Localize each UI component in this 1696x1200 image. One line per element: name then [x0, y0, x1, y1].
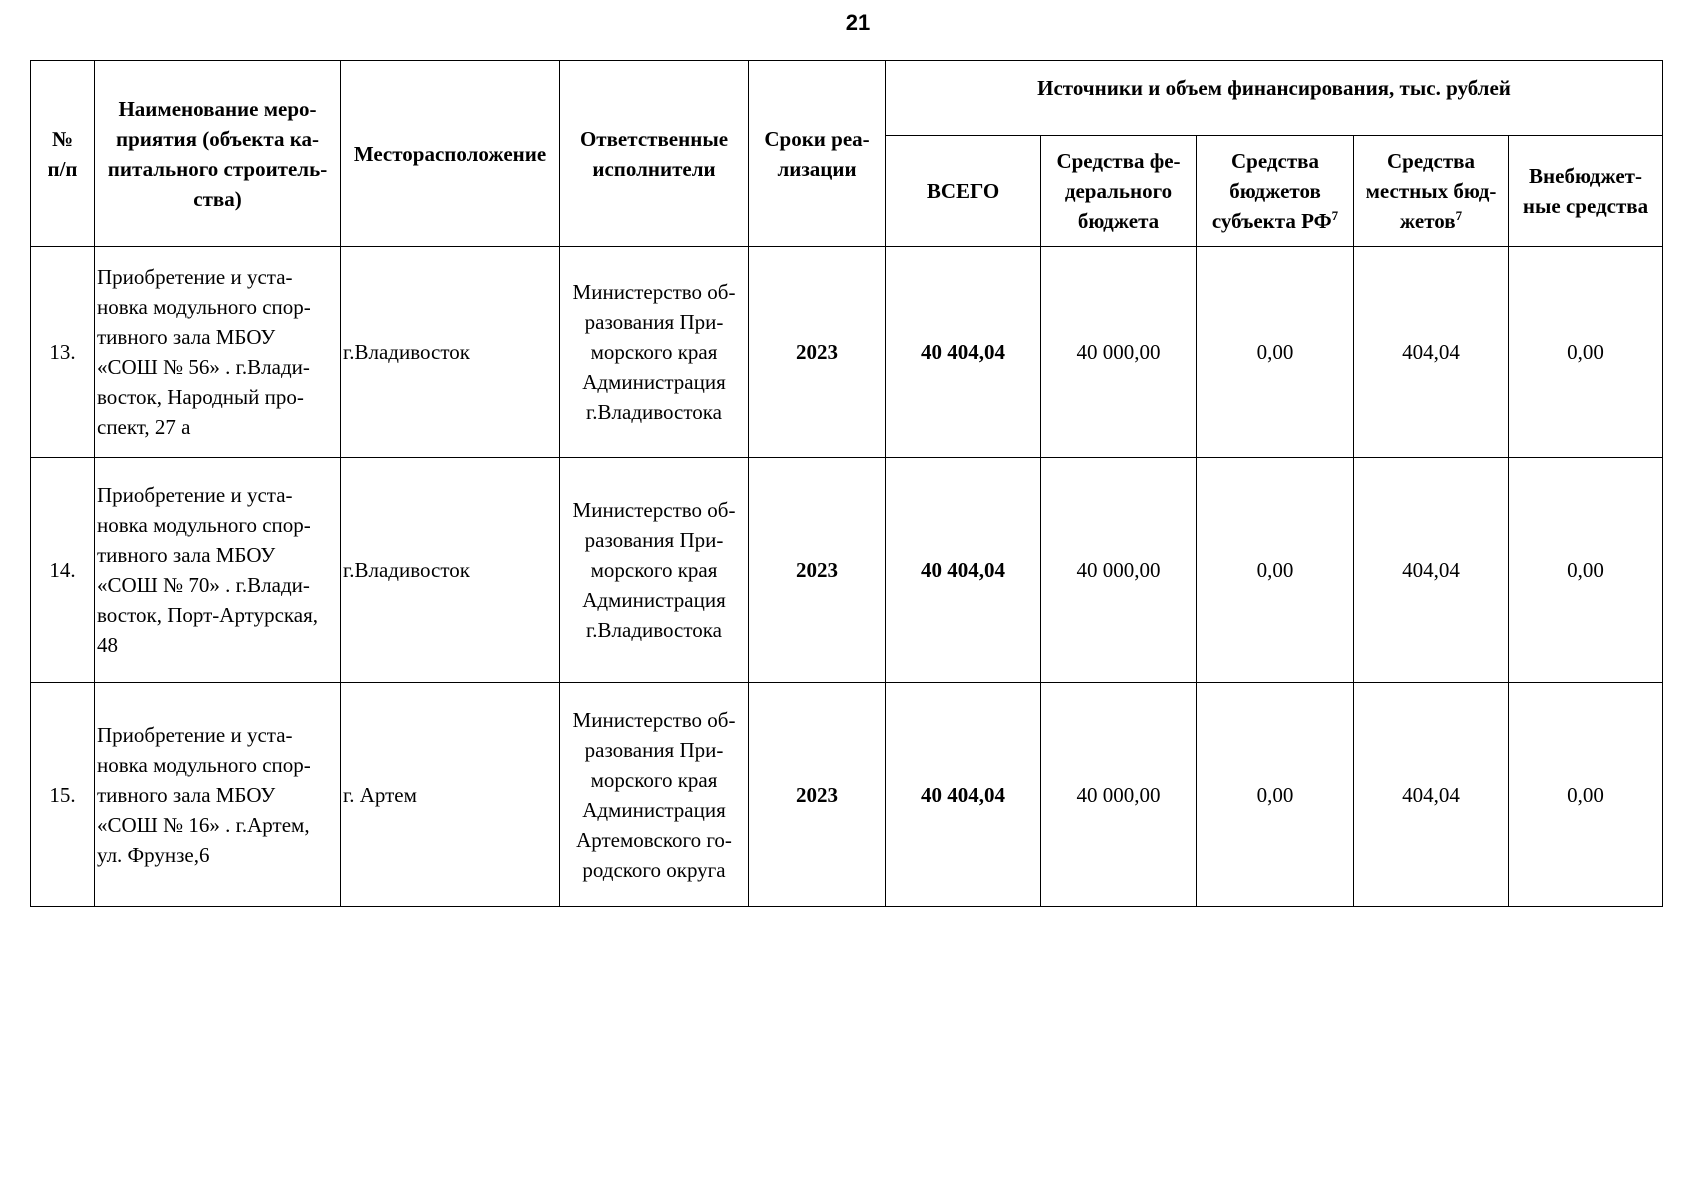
row-total: 40 404,04 [886, 458, 1041, 683]
row-location: г.Владивосток [341, 458, 560, 683]
row-extra: 0,00 [1509, 247, 1663, 458]
header-federal: Средства фе- дерального бюджета [1041, 136, 1197, 247]
row-subject: 0,00 [1197, 458, 1354, 683]
row-num: 14. [31, 458, 95, 683]
header-name: Наименование меро- приятия (объекта ка- питального строитель- ства) [95, 61, 341, 247]
row-subject: 0,00 [1197, 247, 1354, 458]
row-responsible: Министерство об- разования При- морского края Администрация Артемовского го- родского округа [560, 683, 749, 907]
row-federal: 40 000,00 [1041, 458, 1197, 683]
header-subject [1197, 136, 1354, 247]
table-row [31, 247, 1663, 458]
row-year: 2023 [749, 458, 886, 683]
row-num: 13. [31, 247, 95, 458]
page-number: 21 [845, 10, 871, 35]
row-federal: 40 000,00 [1041, 683, 1197, 907]
header-total: ВСЕГО [886, 136, 1041, 247]
row-location: г.Владивосток [341, 247, 560, 458]
row-local: 404,04 [1354, 458, 1509, 683]
header-num: № п/п [31, 61, 95, 247]
row-subject: 0,00 [1197, 683, 1354, 907]
row-location: г. Артем [341, 683, 560, 907]
financing-table [30, 60, 1663, 907]
row-total: 40 404,04 [886, 683, 1041, 907]
header-subject-label: Средства бюджетов субъекта РФ [1211, 149, 1332, 233]
header-extra: Внебюджет- ные средства [1509, 136, 1663, 247]
row-local: 404,04 [1354, 247, 1509, 458]
row-extra: 0,00 [1509, 458, 1663, 683]
row-extra: 0,00 [1509, 683, 1663, 907]
table-row [31, 683, 1663, 907]
row-responsible: Министерство об- разования При- морского края Администрация г.Владивостока [560, 458, 749, 683]
header-terms: Сроки реа- лизации [749, 61, 886, 247]
row-name: Приобретение и уста- новка модульного спор- тивного зала МБОУ «СОШ № 16» . г.Артем, ул. Фрунзе,6 [95, 683, 341, 907]
row-num: 15. [31, 683, 95, 907]
row-year: 2023 [749, 247, 886, 458]
header-local-label: Средства местных бюд- жетов [1365, 149, 1497, 233]
row-federal: 40 000,00 [1041, 247, 1197, 458]
row-total: 40 404,04 [886, 247, 1041, 458]
table-row [31, 458, 1663, 683]
row-name: Приобретение и уста- новка модульного спор- тивного зала МБОУ «СОШ № 56» . г.Влади- восток, Народный про- спект, 27 а [95, 247, 341, 458]
header-sources: Источники и объем финансирования, тыс. рублей [886, 61, 1663, 136]
header-subject-footnote: 7 [1331, 208, 1339, 223]
row-name: Приобретение и уста- новка модульного спор- тивного зала МБОУ «СОШ № 70» . г.Влади- восток, Порт-Артурская, 48 [95, 458, 341, 683]
header-responsible: Ответственные исполнители [560, 61, 749, 247]
row-responsible: Министерство об- разования При- морского края Администрация г.Владивостока [560, 247, 749, 458]
header-location: Месторасположение [341, 61, 560, 247]
header-local-footnote: 7 [1455, 208, 1463, 223]
row-year: 2023 [749, 683, 886, 907]
header-local [1354, 136, 1509, 247]
row-local: 404,04 [1354, 683, 1509, 907]
